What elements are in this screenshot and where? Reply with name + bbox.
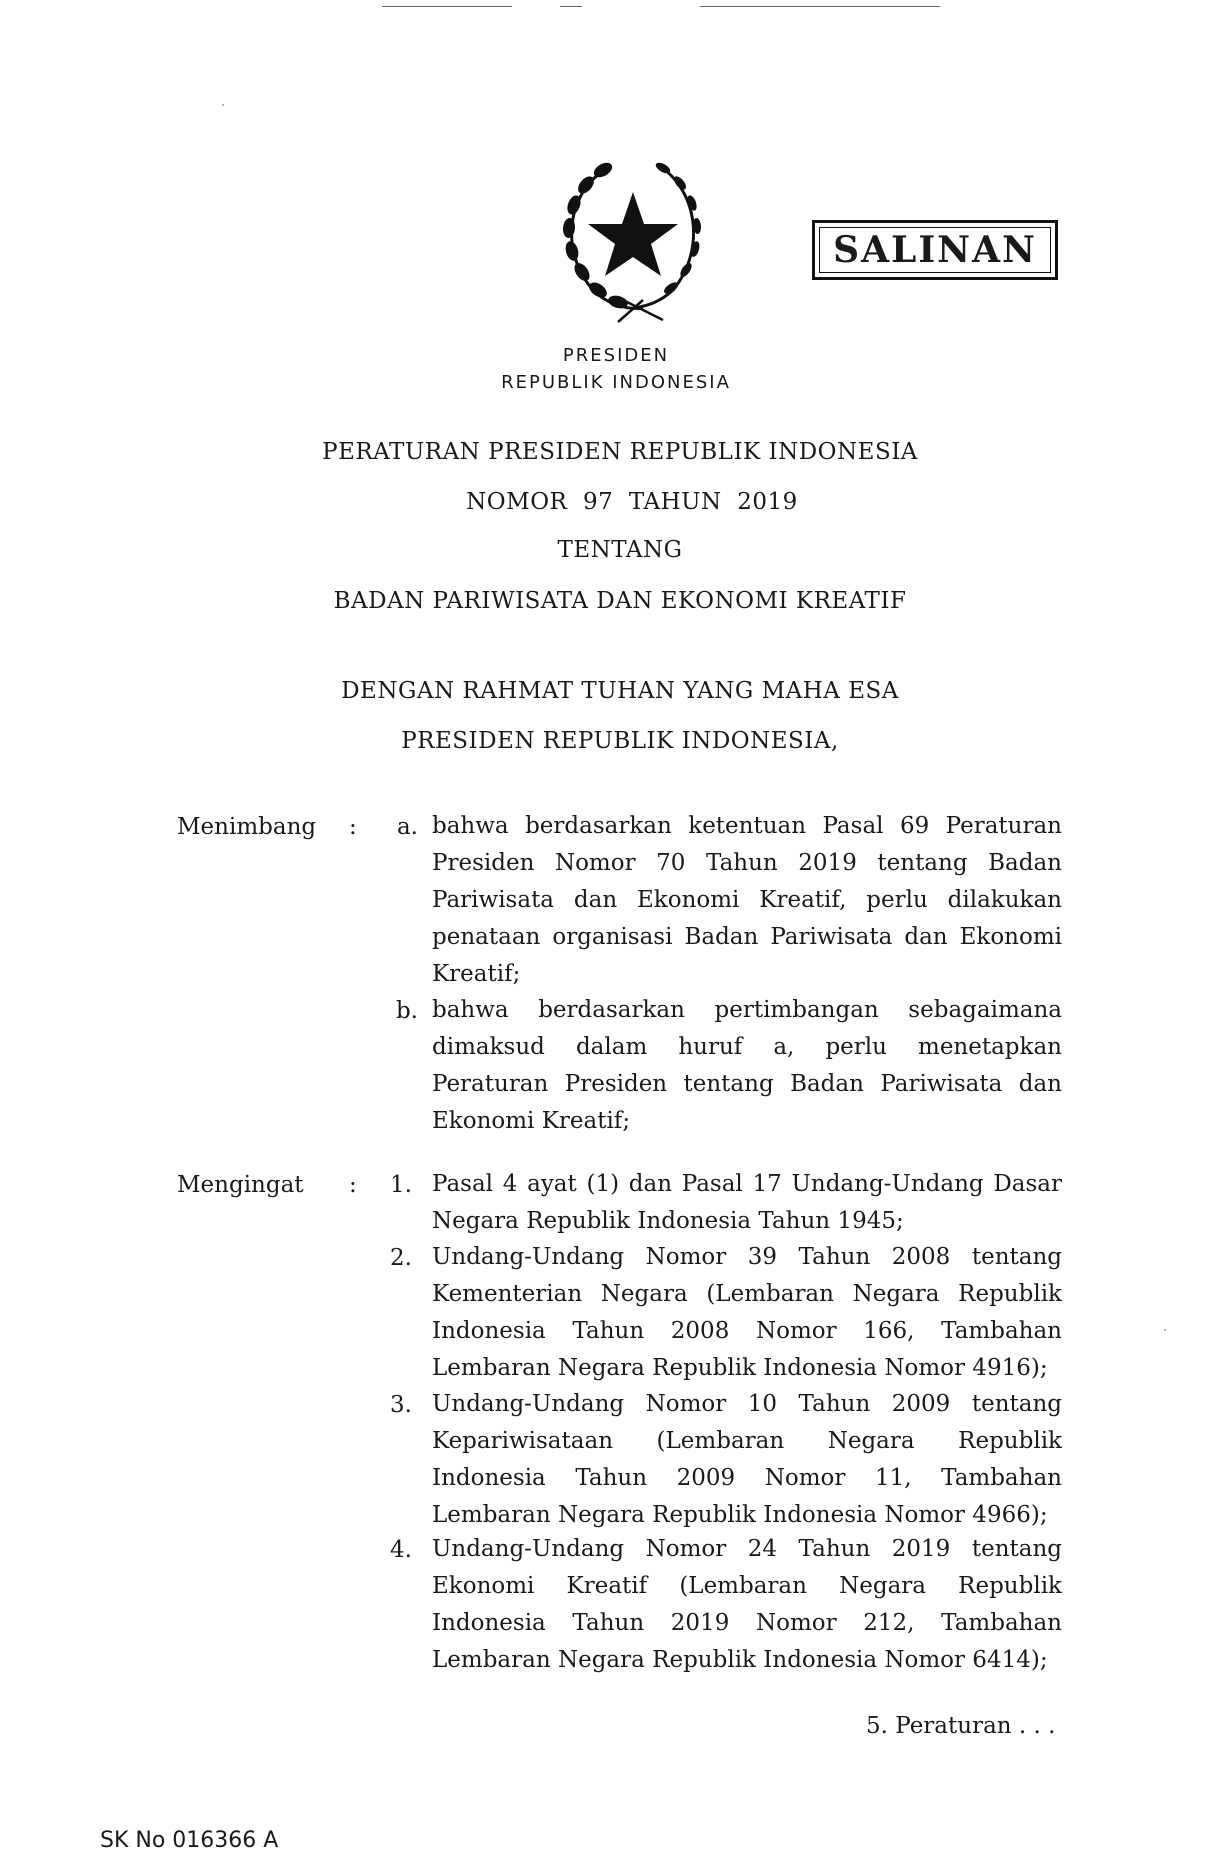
garuda-presiden-emblem-icon <box>548 150 718 325</box>
salinan-stamp <box>812 220 1058 280</box>
menimbang-item-b: bahwa berdasarkan pertimbangan sebagaimana dimaksud dalam huruf a, perlu menetapkan Peraturan Presiden tentang Badan Pariwisata dan Ekonomi Kreatif; <box>432 997 1062 1134</box>
menimbang-colon: : <box>349 814 357 840</box>
scan-speck <box>222 104 224 106</box>
regulation-subject: BADAN PARIWISATA DAN EKONOMI KREATIF <box>333 588 907 614</box>
mengingat-colon: : <box>349 1172 357 1198</box>
mengingat-item-3: Undang-Undang Nomor 10 Tahun 2009 tentang Kepariwisataan (Lembaran Negara Republik Indonesia Tahun 2009 Nomor 11, Tambahan Lembaran Negara Republik Indonesia Nomor 4966); <box>432 1391 1062 1528</box>
scan-artifact-line <box>382 6 512 7</box>
mengingat-marker-2: 2. <box>390 1245 412 1271</box>
regulation-number: NOMOR 97 TAHUN 2019 <box>466 489 798 515</box>
mengingat-label: Mengingat <box>177 1172 304 1198</box>
menimbang-marker-a: a. <box>396 814 418 840</box>
mengingat-item-4: Undang-Undang Nomor 24 Tahun 2019 tentang Ekonomi Kreatif (Lembaran Negara Republik Indonesia Tahun 2019 Nomor 212, Tambahan Lembaran Negara Republik Indonesia Nomor 6414); <box>432 1536 1062 1673</box>
regulation-tentang: TENTANG <box>557 537 683 563</box>
stamp-label: SALINAN <box>833 229 1037 271</box>
mengingat-item-2: Undang-Undang Nomor 39 Tahun 2008 tentang Kementerian Negara (Lembaran Negara Republik Indonesia Tahun 2008 Nomor 166, Tambahan Lembaran Negara Republik Indonesia Nomor 4916); <box>432 1244 1062 1381</box>
regulation-title: PERATURAN PRESIDEN REPUBLIK INDONESIA <box>322 439 918 465</box>
scan-artifact-line <box>700 6 940 7</box>
mengingat-marker-3: 3. <box>390 1392 412 1418</box>
office-line-presiden: PRESIDEN <box>562 345 670 366</box>
menimbang-label: Menimbang <box>177 814 317 840</box>
menimbang-item-a: bahwa berdasarkan ketentuan Pasal 69 Peraturan Presiden Nomor 70 Tahun 2019 tentang Badan Pariwisata dan Ekonomi Kreatif, perlu dilakukan penataan organisasi Badan Pariwisata dan Ekonomi Kreatif; <box>432 813 1062 987</box>
sk-reference-number: SK No 016366 A <box>100 1828 279 1853</box>
mengingat-marker-4: 4. <box>390 1537 412 1563</box>
next-page-catchword: 5. Peraturan . . . <box>866 1713 1056 1739</box>
scan-artifact-line <box>560 6 582 7</box>
office-line-republik: REPUBLIK INDONESIA <box>501 372 731 393</box>
menimbang-marker-b: b. <box>395 998 418 1024</box>
preamble-line-1: DENGAN RAHMAT TUHAN YANG MAHA ESA <box>341 678 899 704</box>
scan-speck <box>1164 1329 1166 1331</box>
mengingat-marker-1: 1. <box>390 1172 412 1198</box>
stamp-inner-border <box>819 227 1051 273</box>
preamble-line-2: PRESIDEN REPUBLIK INDONESIA, <box>401 728 839 754</box>
mengingat-item-1: Pasal 4 ayat (1) dan Pasal 17 Undang-Undang Dasar Negara Republik Indonesia Tahun 1945; <box>432 1171 1062 1234</box>
